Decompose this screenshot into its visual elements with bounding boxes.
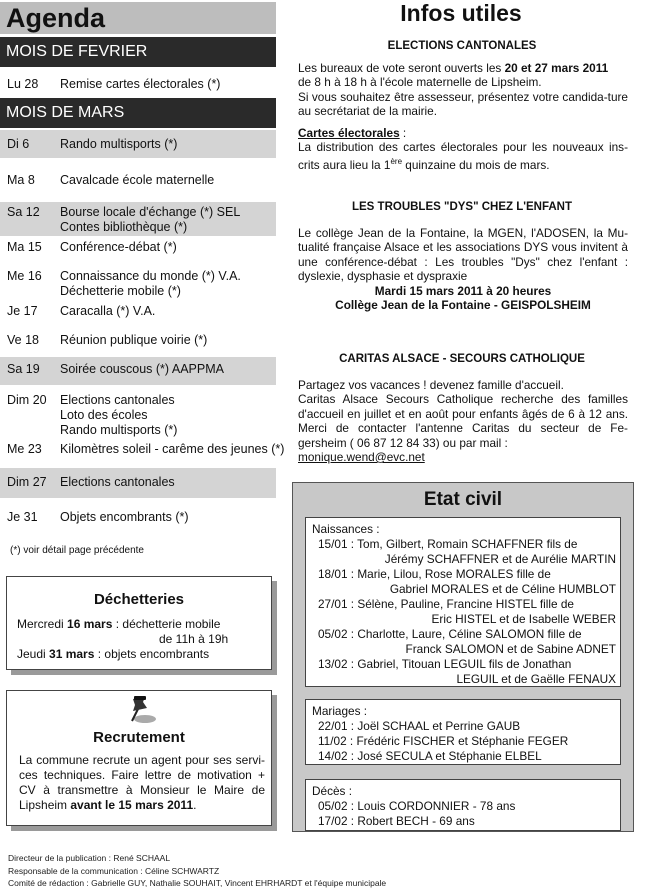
list-item: 18/01 : Marie, Lilou, Rose MORALES fille de Gabriel MORALES et de Céline HUMBLOT [318,567,616,596]
mariages-panel [305,699,621,765]
list-item: 27/01 : Sélène, Pauline, Francine HISTEL fille de Eric HISTEL et de Isabelle WEBER [318,597,616,626]
agenda-event: Soirée couscous (*) AAPPMA [60,362,224,376]
agenda-event: Elections cantonales [60,475,175,489]
agenda-row [0,357,276,385]
list-item: 15/01 : Tom, Gilbert, Romain SCHAFFNER fils de Jérémy SCHAFFNER et de Aurélie MARTIN [318,537,616,566]
list-item: 05/02 : Charlotte, Laure, Céline SALOMON fille de Franck SALOMON et de Sabine ADNET [318,627,616,656]
agenda-row [0,391,276,437]
deces-panel [305,779,621,831]
agenda-day: Sa 19 [7,362,40,376]
recrutement-box [6,690,272,826]
publication-credits: Directeur de la publication : René SCHAAL Responsable de la communication : Céline SCHWARTZ Comité de rédaction : Gabrielle GUY, Nathalie SOUHAIT, Vincent EHRHARDT et l'équipe municipale [8,853,387,888]
agenda-event: Réunion publique voirie (*) [60,333,208,347]
agenda-day: Di 6 [7,137,30,151]
dys-text: Le collège Jean de la Fontaine, la MGEN, l'ADOSEN, la Mu-tualité française Alsace et les associations DYS vous invitent à une conférence-débat : Les troubles "Dys" chez l'enfant : dyslexie, dysphasie et dyspraxie Mardi 15 mars 2011 à 20 heures Collège Jean de la Fontaine - GEISPOLSHEIM [298,226,628,313]
agenda-row [0,72,276,96]
agenda-day: Ve 18 [7,333,39,347]
naissances-label: Naissances : [312,522,380,536]
month-header-mars: MOIS DE MARS [0,98,276,128]
elections-text: Les bureaux de vote seront ouverts les 20 et 27 mars 2011 de 8 h à 18 h à l'école maternelle de Lipsheim. Si vous souhaitez être assesseur, présentez votre candida-ture au secrétariat de la mairie. [298,61,628,119]
agenda-event: Objets encombrants (*) [60,510,189,524]
list-item: 17/02 : Robert BECH - 69 ans [318,814,475,828]
list-item: 05/02 : Louis CORDONNIER - 78 ans [318,799,516,813]
agenda-row [0,330,276,356]
agenda-row [0,266,276,300]
agenda-row [0,130,276,158]
agenda-day: Sa 12 [7,205,40,219]
dechetteries-line: de 11h à 19h [159,632,229,646]
agenda-day: Dim 20 [7,393,47,407]
agenda-day: Ma 8 [7,173,35,187]
agenda-event: Connaissance du monde (*) V.A. Déchetterie mobile (*) [60,269,241,298]
agenda-event: Bourse locale d'échange (*) SEL Contes bibliothèque (*) [60,205,241,234]
agenda-row [0,505,276,533]
dechetteries-line: Jeudi 31 mars : objets encombrants [17,647,210,661]
agenda-event: Rando multisports (*) [60,137,178,151]
infos-title: Infos utiles [400,0,522,26]
agenda-event: Kilomètres soleil - carême des jeunes (*) [60,442,285,456]
month-header-fevrier: MOIS DE FEVRIER [0,37,276,67]
agenda-day: Je 31 [7,510,38,524]
agenda-row [0,468,276,498]
agenda-day: Me 16 [7,269,42,283]
agenda-event: Remise cartes électorales (*) [60,77,221,91]
list-item: 22/01 : Joël SCHAAL et Perrine GAUB [318,719,521,733]
dechetteries-line: Mercredi 16 mars : déchetterie mobile [17,617,221,631]
agenda-event: Cavalcade école maternelle [60,173,215,187]
recrutement-title: Recrutement [93,729,185,746]
agenda-row [0,237,276,263]
caritas-email-link[interactable]: monique.wend@evc.net [298,450,425,465]
agenda-event: Conférence-débat (*) [60,240,177,254]
agenda-day: Me 23 [7,442,42,456]
list-item: 13/02 : Gabriel, Titouan LEGUIL fils de Jonathan LEGUIL et de Gaëlle FENAUX [318,657,616,686]
naissances-panel [305,517,621,687]
dechetteries-title: Déchetteries [93,591,185,608]
agenda-title: Agenda [0,2,276,34]
etat-civil-title: Etat civil [423,489,503,510]
agenda-row [0,202,276,236]
list-item: 14/02 : José SECULA et Stéphanie ELBEL [318,749,542,763]
cartes-electorales-label: Cartes électorales [298,126,400,140]
deces-label: Décès : [312,784,352,798]
mariages-label: Mariages : [312,704,368,718]
agenda-day: Je 17 [7,304,38,318]
agenda-event: Elections cantonales Loto des écoles Rando multisports (*) [60,393,178,437]
section-heading-dys: LES TROUBLES "DYS" CHEZ L'ENFANT [351,201,572,213]
agenda-legend: (*) voir détail page précédente [10,545,144,556]
agenda-row [0,438,285,466]
cartes-electorales-text: Cartes électorales : La distribution des cartes électorales pour les nouveaux ins-crits aura lieu la 1ère quinzaine du mois de mars. [298,126,628,172]
recrutement-text: La commune recrute un agent pour ses servi-ces techniques. Faire lettre de motivation + CV à transmettre à Monsieur le Maire de Lipsheim avant le 15 mars 2011. [19,753,265,812]
list-item: 11/02 : Frédéric FISCHER et Stéphanie FEGER [318,734,569,748]
agenda-event: Caracalla (*) V.A. [60,304,156,318]
caritas-text: Partagez vos vacances ! devenez famille d'accueil. Caritas Alsace Secours Catholique recherche des familles d'accueil en juillet et en août pour enfants âgés de 6 à 12 ans. Merci de contacter l'antenne Caritas du secteur de Fe-gersheim ( 06 87 12 84 33) ou par mail : monique.wend@evc.net [298,378,628,465]
agenda-day: Ma 15 [7,240,42,254]
agenda-day: Dim 27 [7,475,47,489]
section-heading-elections: ELECTIONS CANTONALES [387,40,537,52]
agenda-day: Lu 28 [7,77,39,91]
pushpin-icon [119,693,159,725]
agenda-row [0,166,276,194]
etat-civil-box [292,482,634,832]
dechetteries-box [6,576,272,670]
agenda-row [0,301,276,327]
section-heading-caritas: CARITAS ALSACE - SECOURS CATHOLIQUE [339,353,585,365]
